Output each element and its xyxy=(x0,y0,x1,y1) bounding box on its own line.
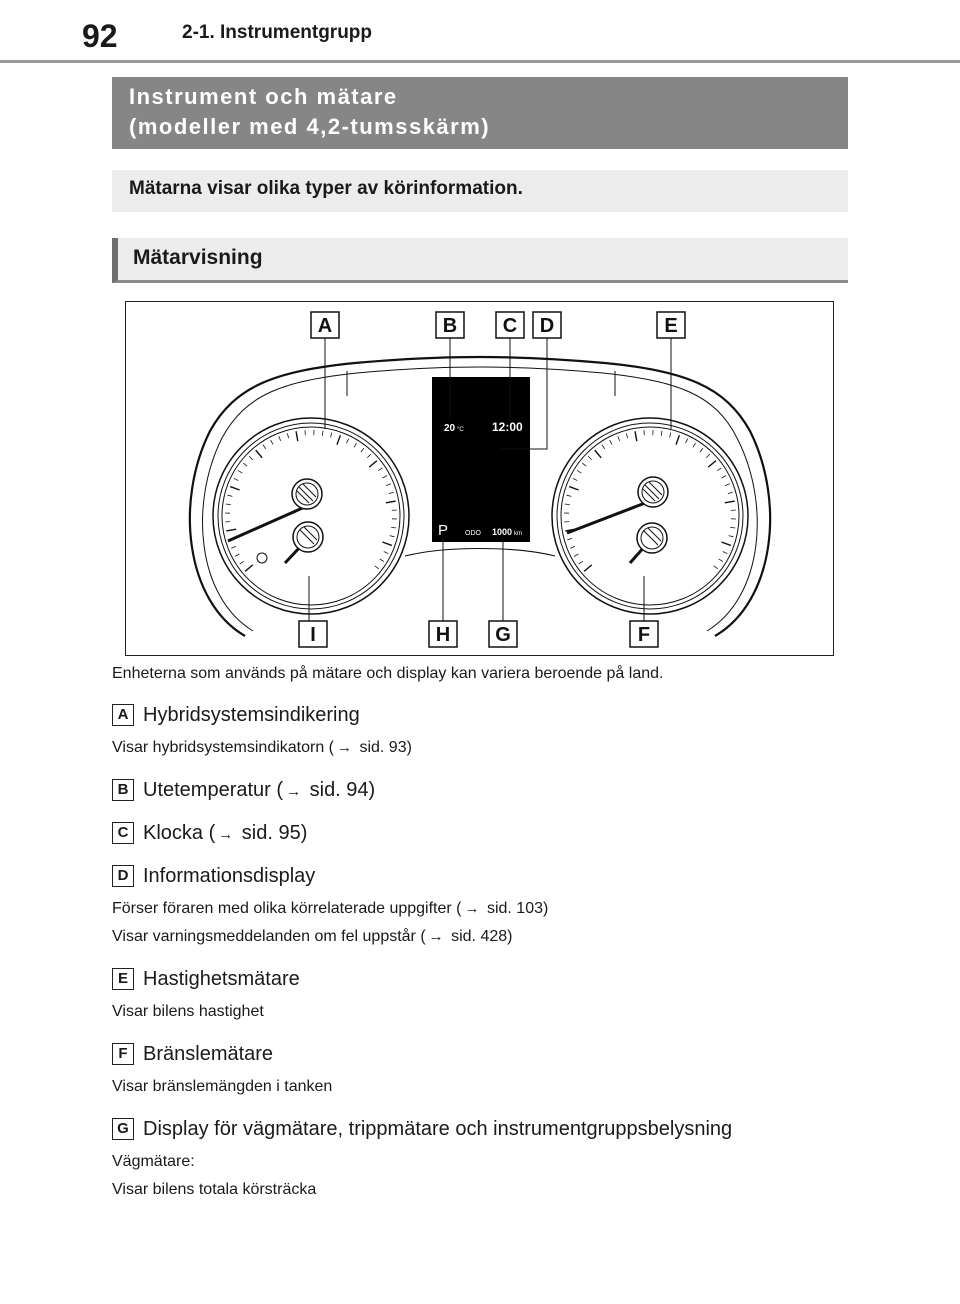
item-e xyxy=(112,967,300,1022)
display-odo-label: ODO xyxy=(465,530,481,537)
item-title: Utetemperatur ( → sid. 94) xyxy=(143,778,376,801)
header-rule xyxy=(0,60,960,63)
item-desc: Visar hybridsystemsindikatorn ( → sid. 93) xyxy=(112,739,412,756)
item-desc: Visar bilens totala körsträcka xyxy=(112,1181,317,1198)
display-temp-unit: °C xyxy=(457,427,464,433)
label-b: B xyxy=(442,315,458,337)
display-clock: 12:00 xyxy=(492,420,523,434)
label-h: H xyxy=(435,624,451,646)
display-temperature: 20 xyxy=(444,423,456,434)
display-odo-unit: km xyxy=(514,531,522,537)
label-d: D xyxy=(539,315,555,337)
arrow-icon: → xyxy=(337,739,353,756)
item-letter: C xyxy=(112,822,134,844)
label-a: A xyxy=(317,315,333,337)
item-a xyxy=(112,703,412,758)
item-letter: F xyxy=(112,1043,134,1065)
item-desc: Visar varningsmeddelanden om fel uppstår ( → sid. 428) xyxy=(112,928,513,945)
instrument-cluster-figure xyxy=(125,301,834,656)
intro-text: Mätarna visar olika typer av körinformation. xyxy=(112,170,848,212)
label-e: E xyxy=(664,315,678,337)
item-title: Hybridsystemsindikering xyxy=(143,703,360,726)
display-gear: P xyxy=(438,522,449,539)
arrow-icon: → xyxy=(286,782,302,800)
item-letter: B xyxy=(112,779,134,801)
item-title: Bränslemätare xyxy=(143,1042,274,1065)
page-header xyxy=(0,0,960,62)
item-b xyxy=(112,778,375,802)
item-title: Display för vägmätare, trippmätare och instrumentgruppsbelysning xyxy=(143,1117,733,1140)
section-heading: Mätarvisning xyxy=(112,238,848,283)
item-letter: G xyxy=(112,1118,134,1140)
label-g: G xyxy=(495,624,511,646)
item-desc: Visar bilens hastighet xyxy=(112,1003,264,1020)
item-desc: Visar bränslemängden i tanken xyxy=(112,1078,333,1095)
item-d xyxy=(112,864,548,947)
display-odo-value: 1000 xyxy=(492,527,513,537)
information-display xyxy=(432,377,530,542)
item-letter: A xyxy=(112,704,134,726)
item-title: Informationsdisplay xyxy=(143,864,316,887)
page-number: 92 xyxy=(82,18,118,54)
title-line-1: Instrument och mätare xyxy=(129,84,398,109)
arrow-icon: → xyxy=(464,900,480,917)
item-desc: Förser föraren med olika körrelaterade uppgifter ( → sid. 103) xyxy=(112,900,549,917)
item-title: Hastighetsmätare xyxy=(143,967,300,990)
item-letter: D xyxy=(112,865,134,887)
item-title: Klocka ( → sid. 95) xyxy=(143,821,308,844)
item-f xyxy=(112,1042,332,1097)
item-letter: E xyxy=(112,968,134,990)
arrow-icon: → xyxy=(428,928,444,945)
item-g xyxy=(112,1117,732,1200)
label-f: F xyxy=(637,624,651,646)
item-desc: Vägmätare: xyxy=(112,1153,195,1170)
item-c xyxy=(112,821,307,845)
label-c: C xyxy=(502,315,518,337)
units-note: Enheterna som används på mätare och display kan variera beroende på land. xyxy=(112,665,664,682)
title-line-2: (modeller med 4,2-tumsskärm) xyxy=(129,114,491,139)
chapter-label: 2-1. Instrumentgrupp xyxy=(182,22,373,43)
label-i: I xyxy=(310,624,316,646)
page-title xyxy=(112,77,848,149)
arrow-icon: → xyxy=(218,825,234,843)
